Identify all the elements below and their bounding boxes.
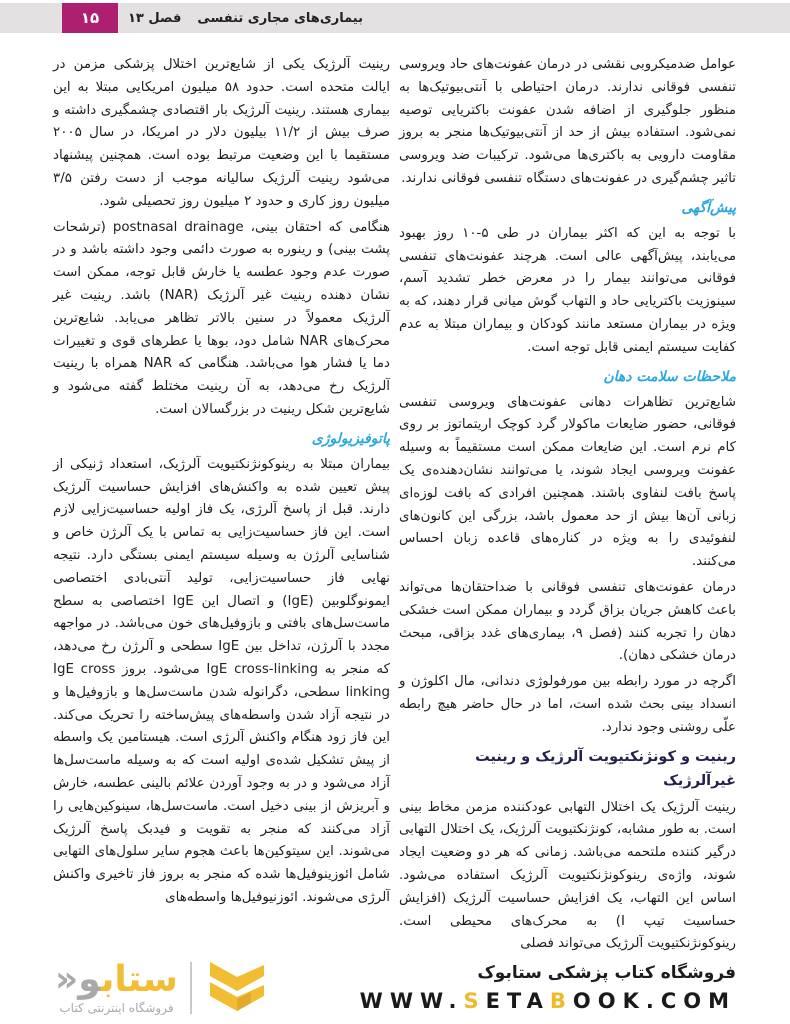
section-heading-rhinitis: رینیت و کونژنکتیویت آلرژیک و رینیت غیرآلرژیک <box>475 748 736 789</box>
url-accent-b: B <box>549 989 573 1013</box>
section-heading-prognosis: پیش‌آگهی <box>681 199 736 216</box>
wordmark-gray-part: و« <box>55 959 101 1000</box>
url-accent-s: S <box>463 989 486 1013</box>
page-body <box>0 33 790 959</box>
paragraph-epidemiology: رینیت آلرژیک یکی از شایع‌ترین اختلال پزشکی مزمن در ایالت متحده است. حدود ۵۸ میلیون امریکایی مبتلا به این بیماری هستند. رینیت آلرژیک بار اقتصادی چشمگیری داشته و صرف بیش از ۱۱/۲ بیلیون دلار در امریکا، در سال ۲۰۰۵ مستقیما با این وضعیت مرتبط بوده است. همچنین پیشنهاد می‌شود رینیت آلرژیک سالیانه موجب از دست رفتن ۳/۵ میلیون روز کاری و حدود ۲ میلیون روز تحصیلی شود. <box>53 57 390 209</box>
section-heading-pathophysiology: پاتوفیزیولوژی <box>311 430 390 447</box>
setabook-wordmark <box>55 961 178 1015</box>
url-part: WWW. <box>359 989 464 1013</box>
page-footer <box>55 958 736 1018</box>
logo-divider <box>190 962 192 1014</box>
wordmark-yellow-part: ستاب <box>100 959 178 1000</box>
paragraph-allergic-rhinitis: رینیت آلرژیک یک اختلال التهابی عودکننده مزمن مخاط بینی است. به طور مشابه، کونژنکتیویت آلرژیک، یک اختلال التهابی درگیر کننده ملتحمه می‌باشد. زمانی که هر دو وضعیت ایجاد شوند، واژه‌ی رینوکونژنکتیویت آلرژیک استفاده می‌شود. اساس این التهاب، یک افزایش حساسیت آلرژیک (افزایش حساسیت تیپ I) به محرک‌های محیطی است. رینوکونژنکتیویت آلرژیک می‌تواند فصلی <box>399 799 736 952</box>
section-heading-oral-health: ملاحظات سلامت دهان <box>603 368 736 385</box>
chapter-label: فصل ۱۳ <box>128 10 182 26</box>
url-part: OOK.COM <box>572 989 736 1013</box>
running-header <box>0 3 790 33</box>
paragraph-antimicrobial: عوامل ضدمیکروبی نقشی در درمان عفونت‌های حاد ویروسی تنفسی فوقانی ندارند. درمان احتیاطی با آنتی‌بیوتیک‌ها به منظور جلوگیری از اضافه شدن عفونت باکتریایی توصیه نمی‌شود. استفاده بیش از حد از آنتی‌بیوتیک‌ها منجر به بروز مقاومت دارویی به باکتری‌ها می‌شود. ترکیبات ضد ویروسی تاثیر چشم‌گیری در عفونت‌های دستگاه تنفسی فوقانی ندارند. <box>399 57 736 186</box>
paragraph-prognosis: با توجه به این که اکثر بیماران در طی ۵-۱۰ روز بهبود می‌یابند، پیش‌آگهی عالی است. هرچند عفونت‌های تنفسی فوقانی می‌توانند بیمار را در معرض خطر تشدید آسم، سینوزیت باکتریایی حاد و التهاب گوش میانی قرار دهند، که به ویژه در بیماران مستعد مانند کودکان و بیماران مبتلا به عدم کفایت سیستم ایمنی قابل توجه است. <box>399 225 737 355</box>
page-number: ۱۵ <box>80 9 100 27</box>
logo-caption: فروشگاه اینترنتی کتاب <box>59 1001 174 1015</box>
chapter-title: بیماری‌های مجاری تنفسی <box>197 10 363 26</box>
setabook-logo <box>55 958 270 1018</box>
paragraph-nar: هنگامی که احتقان بینی، postnasal drainage (ترشحات پشت بینی) و رینوره به صورت دائمی وجود داشته باشد و در صورت عدم وجود عطسه یا خارش قابل توجه، ممکن است نشان دهنده رینیت غیر آلرژیک (NAR) باشد. رینیت غیر آلرژیک معمولاً در سنین بالاتر تظاهر می‌یابد. شایع‌ترین محرک‌های NAR شامل دود، بوها یا عطرهای قوی و تغییرات دما یا فشار هوا می‌باشد. هنگامی که NAR همراه با رینیت آلرژیک رخ می‌دهد، به آن رینیت مختلط گفته می‌شود و شایع‌ترین شکل رینیت در بزرگسالان است. <box>53 219 390 417</box>
store-url <box>360 989 736 1013</box>
paragraph-morphology: اگرچه در مورد رابطه بین مورفولوژی دندانی، مال اکلوژن و انسداد بینی بحث شده است، اما در حال حاضر هیچ رابطه علّی روشنی وجود ندارد. <box>399 674 736 735</box>
column-left <box>53 54 390 959</box>
footer-store-info <box>360 963 736 1013</box>
paragraph-decongestants: درمان عفونت‌های تنفسی فوقانی با ضداحتقان‌ها می‌تواند باعث کاهش جریان بزاق گردد و بیماران ممکن است خشکی دهان را تجربه کنند (فصل ۹، بیماری‌های غدد بزاقی، مبحث درمان خشکی دهان). <box>399 579 737 664</box>
paragraph-pathophysiology: بیماران مبتلا به رینوکونژنکتیویت آلرژیک، استعداد ژنیکی از پیش تعیین شده به واکنش‌های افزایش حساسیت آلرژیک دارند. قبل از پاسخ آلرژی، یک فاز اولیه حساسیت‌زایی لازم است. این فاز حساسیت‌زایی به تماس با یک آلرژن خاص و شناسایی آلرژن به وسیله سیستم ایمنی بستگی دارد. نتیجه نهایی فاز حساسیت‌زایی، تولید آنتی‌بادی اختصاصی ایمونوگلوبین (IgE) و اتصال این IgE اختصاصی به سطح ماست‌سل‌های بافتی و بازوفیل‌های خون می‌باشد. در مواجهه مجدد با آلرژن، تداخل بین IgE سطحی و آلرژن رخ می‌دهد، که منجر به IgE cross-linking می‌شود. بروز IgE cross linking سطحی، دگرانوله شدن ماست‌سل‌ها و بازوفیل‌ها و در نتیجه آزاد شدن واسطه‌های پیش‌ساخته را تحریک می‌کند. این فاز زود هنگام واکنش آلرژی است. هیستامین یک واسطه از پیش تشکیل شده‌ی اولیه است که به وسیله ماست‌سل‌ها آزاد می‌شود و در به وجود آوردن علائم بالینی عطسه، خارش و آبریزش از بینی دخیل است. ماست‌سل‌ها، سینوکین‌هایی را آزاد می‌کنند که منجر به تقویت و فیدبک پاسخ آلرژیک می‌شوند. این سیتوکین‌ها باعث هجوم سایر سلول‌های التهابی شامل ائوزینوفیل‌ها شده که منجر به بروز فاز تاخیری واکنش آلرژی می‌شوند. ائوزنیوفیل‌ها واسطه‌های <box>53 456 390 905</box>
setabook-wordmark-text <box>55 961 178 999</box>
column-right <box>399 54 736 959</box>
store-tagline: فروشگاه کتاب پزشکی ستابوک <box>477 963 736 983</box>
page-number-badge <box>62 3 118 33</box>
double-chevron-emblem-icon <box>204 958 270 1018</box>
url-part: ETA <box>485 989 550 1013</box>
paragraph-oral-manifestations: شایع‌ترین تظاهرات دهانی عفونت‌های ویروسی تنفسی فوقانی، حضور ضایعات ماکولار گرد کوچک اریتماتوز بر روی کام نرم است. این ضایعات ممکن است مستقیماً به وسیله عفونت ویروسی ایجاد شوند، یا می‌توانند نشان‌دهنده‌ی یک پاسخ بافت لنفاوی باشند. همچنین افرادی که بافت لوزه‌ای زبانی آن‌ها بیش از حد معمول باشد، بزرگی این کانون‌های لنفوئیدی را به ویژه در کناره‌های قاعده زبان احساس می‌کنند. <box>399 394 736 570</box>
